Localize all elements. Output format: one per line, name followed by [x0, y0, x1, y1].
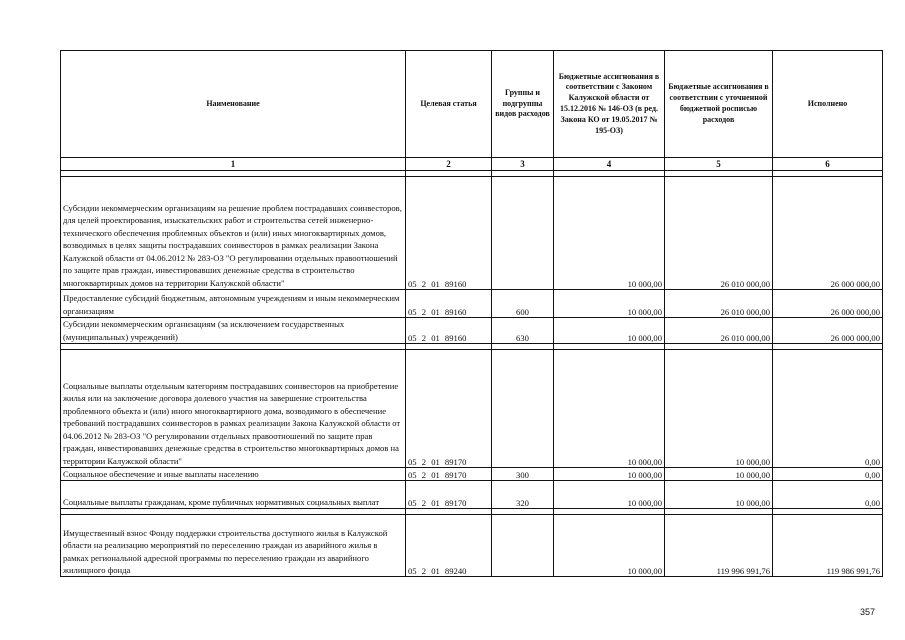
row-name: Социальные выплаты гражданам, кроме публичных нормативных социальных выплат: [61, 481, 406, 509]
header-executed: Исполнено: [773, 51, 883, 158]
header-law-appropriations: Бюджетные ассигнования в соответствии с Законом Калужской области от 15.12.2016 № 146-ОЗ (в ред. Закона КО от 19.05.2017 № 195-ОЗ): [554, 51, 665, 158]
row-target-code: 05 2 01 89160: [406, 290, 492, 318]
row-name: Субсидии некоммерческим организациям (за исключением государственных (муниципальных) учреждений): [61, 318, 406, 344]
row-expense-group: 300: [492, 468, 554, 481]
row-executed-amount: 0,00: [773, 468, 883, 481]
table-row: [61, 481, 883, 509]
row-plan-amount: 10 000,00: [554, 468, 665, 481]
row-expense-group: [492, 177, 554, 290]
row-expense-group: 600: [492, 290, 554, 318]
column-number: 1: [61, 158, 406, 171]
row-plan-amount: 10 000,00: [554, 290, 665, 318]
table-row: [61, 318, 883, 344]
column-number: 3: [492, 158, 554, 171]
row-expense-group: [492, 515, 554, 577]
table-row: [61, 468, 883, 481]
header-row: [61, 51, 883, 158]
header-expense-groups: Группы и подгруппы видов расходов: [492, 51, 554, 158]
row-target-code: 05 2 01 89170: [406, 350, 492, 468]
header-revised-appropriations: Бюджетные ассигнования в соответствии с уточненной бюджетной росписью расходов: [665, 51, 773, 158]
row-revised-amount: 26 010 000,00: [665, 177, 773, 290]
row-plan-amount: 10 000,00: [554, 318, 665, 344]
row-expense-group: [492, 350, 554, 468]
row-name: Предоставление субсидий бюджетным, автономным учреждениям и иным некоммерческим организациям: [61, 290, 406, 318]
row-executed-amount: 0,00: [773, 481, 883, 509]
header-target-article: Целевая статья: [406, 51, 492, 158]
page-number: 357: [859, 607, 875, 617]
row-executed-amount: 0,00: [773, 350, 883, 468]
row-target-code: 05 2 01 89170: [406, 481, 492, 509]
table-row: [61, 515, 883, 577]
row-name: Субсидии некоммерческим организациям на решение проблем пострадавших соинвесторов, для целей проектирования, изыскательских работ и строительства сетей инженерно-технического обеспечения проблемных объектов и (или) иных многоквартирных домов, возводимых в целях защиты пострадавших соинвесторов в рамках реализации Закона Калужской области от 04.06.2012 № 283-ОЗ "О регулировании отдельных правоотношений по защите прав граждан, инвестировавших денежные средства в строительство многоквартирных домов на территории Калужской области": [61, 177, 406, 290]
budget-table: [60, 50, 883, 577]
row-executed-amount: 119 986 991,76: [773, 515, 883, 577]
row-revised-amount: 119 996 991,76: [665, 515, 773, 577]
row-executed-amount: 26 000 000,00: [773, 290, 883, 318]
table-row: [61, 177, 883, 290]
row-name: Социальное обеспечение и иные выплаты населению: [61, 468, 406, 481]
column-number: 6: [773, 158, 883, 171]
row-target-code: 05 2 01 89160: [406, 318, 492, 344]
column-number: 2: [406, 158, 492, 171]
row-plan-amount: 10 000,00: [554, 515, 665, 577]
row-plan-amount: 10 000,00: [554, 350, 665, 468]
column-number: 4: [554, 158, 665, 171]
row-target-code: 05 2 01 89240: [406, 515, 492, 577]
row-executed-amount: 26 000 000,00: [773, 318, 883, 344]
row-revised-amount: 10 000,00: [665, 481, 773, 509]
row-target-code: 05 2 01 89170: [406, 468, 492, 481]
column-number-row: [61, 158, 883, 171]
row-revised-amount: 10 000,00: [665, 468, 773, 481]
column-number: 5: [665, 158, 773, 171]
row-revised-amount: 26 010 000,00: [665, 318, 773, 344]
table-row: [61, 350, 883, 468]
row-revised-amount: 10 000,00: [665, 350, 773, 468]
row-executed-amount: 26 000 000,00: [773, 177, 883, 290]
row-name: Имущественный взнос Фонду поддержки строительства доступного жилья в Калужской области на реализацию мероприятий по переселению граждан из аварийного жилья в рамках региональной адресной программы по переселению граждан из аварийного жилищного фонда: [61, 515, 406, 577]
header-name: Наименование: [61, 51, 406, 158]
row-expense-group: 320: [492, 481, 554, 509]
row-expense-group: 630: [492, 318, 554, 344]
row-target-code: 05 2 01 89160: [406, 177, 492, 290]
row-plan-amount: 10 000,00: [554, 177, 665, 290]
row-name: Социальные выплаты отдельным категориям пострадавших соинвесторов на приобретение жилья или на заключение договора долевого участия на завершение строительства проблемного объекта и (или) иного многоквартирного дома, возводимого в обеспечение требований пострадавших соинвесторов в рамках реализации Закона Калужской области от 04.06.2012 № 283-ОЗ "О регулировании отдельных правоотношений по защите прав граждан, инвестировавших денежные средства в строительство многоквартирных домов на территории Калужской области": [61, 350, 406, 468]
row-revised-amount: 26 010 000,00: [665, 290, 773, 318]
row-plan-amount: 10 000,00: [554, 481, 665, 509]
table-row: [61, 290, 883, 318]
